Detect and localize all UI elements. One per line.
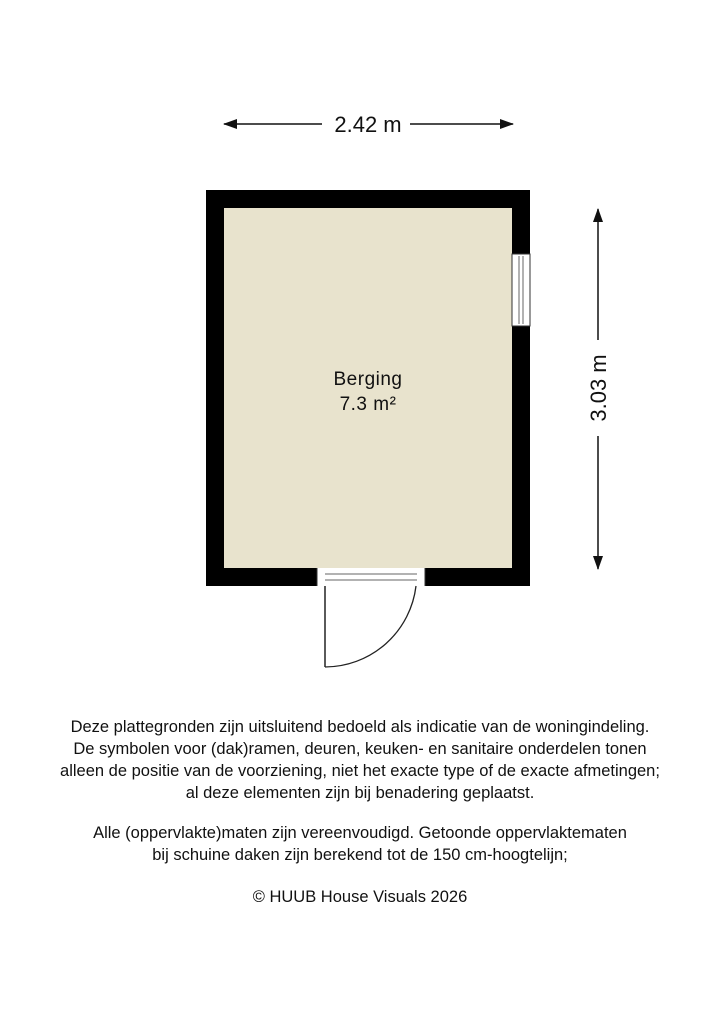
height-dimension	[586, 209, 611, 569]
copyright-text: © HUUB House Visuals 2026	[252, 888, 468, 906]
disclaimer-line: De symbolen voor (dak)ramen, deuren, keuken- en sanitaire onderdelen tonen	[73, 740, 647, 758]
disclaimer-paragraph-2	[0, 822, 720, 866]
disclaimer-line: bij schuine daken zijn berekend tot de 150 cm-hoogtelijn;	[152, 846, 568, 864]
room-name: Berging	[333, 369, 403, 390]
disclaimer-line: alleen de positie van de voorziening, niet het exacte type of de exacte afmetingen;	[60, 762, 660, 780]
disclaimer-line: al deze elementen zijn bij benadering geplaatst.	[185, 784, 535, 802]
door	[317, 568, 425, 667]
room-berging	[206, 190, 530, 667]
disclaimer-line: Alle (oppervlakte)maten zijn vereenvoudigd. Getoonde oppervlaktematen	[93, 824, 627, 842]
door-swing-arc	[325, 586, 416, 667]
room-area: 7.3 m²	[339, 394, 397, 415]
copyright-notice	[0, 886, 720, 908]
width-dimension	[224, 112, 513, 137]
disclaimer-line: Deze plattegronden zijn uitsluitend bedoeld als indicatie van de woningindeling.	[70, 718, 650, 736]
disclaimer-paragraph-1	[0, 716, 720, 804]
height-dimension-label: 3.03 m	[586, 354, 611, 422]
width-dimension-label: 2.42 m	[334, 112, 402, 137]
window-right	[512, 254, 530, 326]
